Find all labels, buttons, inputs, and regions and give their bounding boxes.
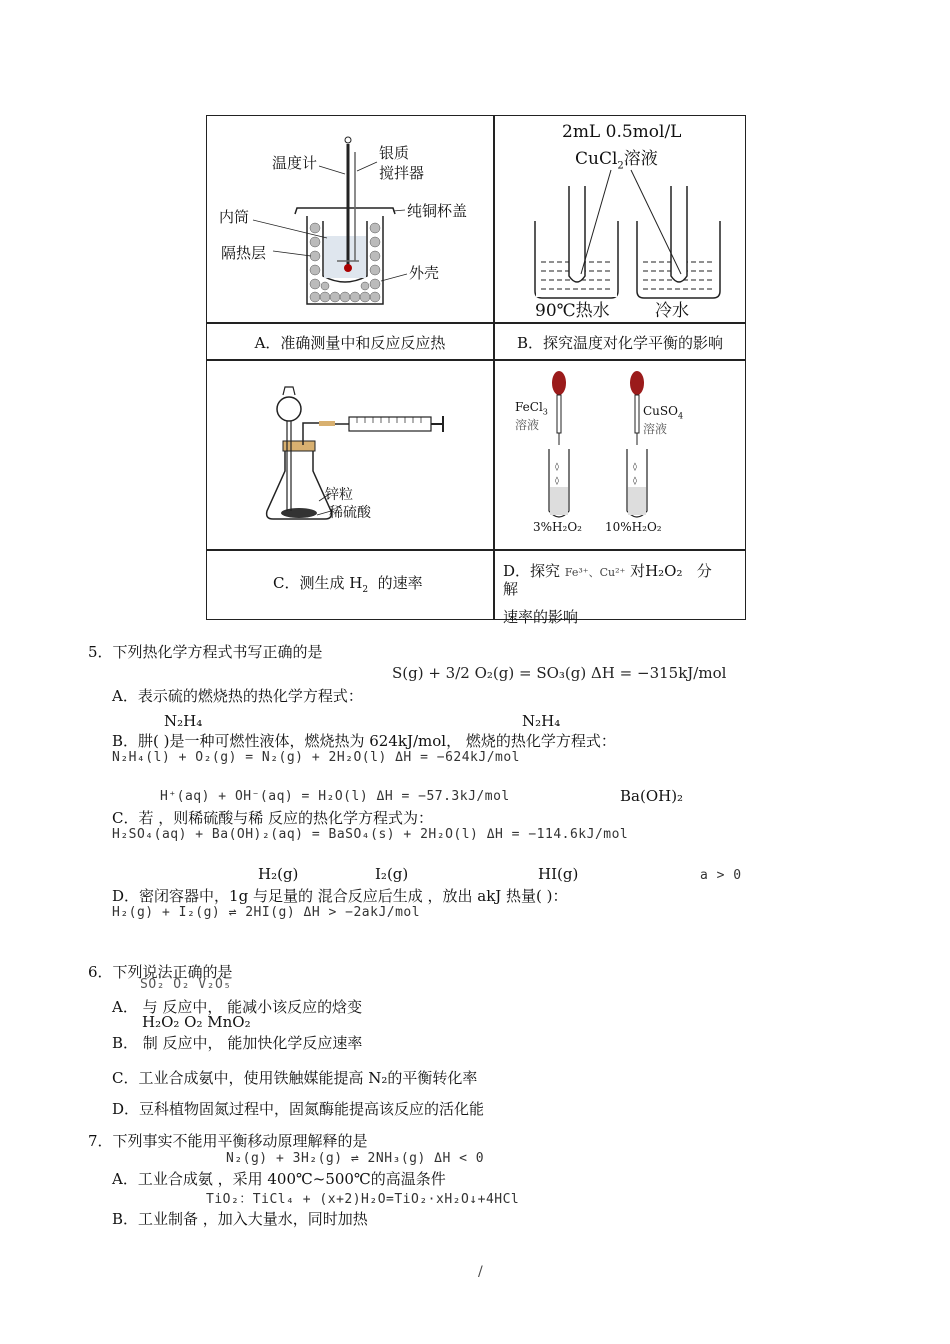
h2o2-3pct-label: 3%H₂O₂ [533,520,582,534]
q7-a-formula: N₂(g) + 3H₂(g) ⇌ 2NH₃(g) ΔH < 0 [226,1151,485,1166]
q5-d-formula-above-3: HI(g) [538,865,579,883]
shell-label: 外壳 [409,264,440,282]
q5-b-formula-above-1: N₂H₄ [164,712,203,730]
q5-c-formula-above-2: Ba(OH)₂ [620,787,684,805]
caption-d-line1: D．探究 Fe³⁺、Cu²⁺ 对H₂O₂ 分 [503,562,712,580]
q5-b-formula: N₂H₄(l) + O₂(g) = N₂(g) + 2H₂O(l) ΔH = −624kJ/mol [112,750,521,765]
h2o2-10pct-label: 10%H₂O₂ [605,520,662,534]
q6-b-text: B． 制 反应中， 能加快化学反应速率 [112,1034,363,1052]
q7-b-formula: TiO₂：TiCl₄ + (x+2)H₂O=TiO₂·xH₂O↓+4HCl [206,1192,520,1207]
q5-d-text: D．密闭容器中，1g 与足量的 混合反应后生成 ，放出 akJ 热量( )： [112,887,568,905]
cuso4-reagent-label: CuSO$_4$ [643,404,684,421]
svg-text:◊: ◊ [633,462,637,471]
grid-divider-1 [207,322,745,324]
cuso4-solution-word: 溶液 [643,422,668,436]
q5-d-formula-above-1: H₂(g) [258,865,299,883]
q5-d-formula: H₂(g) + I₂(g) ⇌ 2HI(g) ΔH > −2akJ/mol [112,905,421,920]
inner-cup-label: 内筒 [219,208,250,226]
caption-c: C．测生成 $H_2$ 的速率 [273,574,423,595]
q6-d-text: D．豆科植物固氮过程中，固氮酶能提高该反应的活化能 [112,1100,485,1118]
acid-label: 稀硫酸 [329,505,371,521]
zinc-label: 锌粒 [325,487,353,503]
fecl3-reagent-label: FeCl$_3$ [515,400,548,417]
experiment-figure-grid [206,115,746,626]
q5-d-formula-above-2: I₂(g) [375,865,409,883]
fecl3-solution-word: 溶液 [515,418,540,432]
cold-water-label: 冷水 [655,301,689,321]
cuCl2-header-line2: CuCl$_2$溶液 [575,149,658,172]
page-footer: / [478,1264,483,1280]
caption-d-line3: 速率的影响 [503,608,579,626]
lid-label: 纯铜杯盖 [407,202,468,220]
stirrer-label-line2: 搅拌器 [379,164,425,182]
q6-b-formulas: H₂O₂ O₂ MnO₂ [142,1013,251,1031]
q5-c-formula-above-1: H⁺(aq) + OH⁻(aq) = H₂O(l) ΔH = −57.3kJ/mol [160,789,510,804]
q6-stem: 6．下列说法正确的是 [88,963,233,981]
q5-b-formula-above-2: N₂H₄ [522,712,561,730]
q5-c-formula: H₂SO₄(aq) + Ba(OH)₂(aq) = BaSO₄(s) + 2H₂O(l) ΔH = −114.6kJ/mol [112,827,629,842]
q5-stem: 5．下列热化学方程式书写正确的是 [88,643,323,661]
q6-a-formulas: SO₂ O₂ V₂O₅ [140,977,232,992]
q5-b-text: B．肼( )是一种可燃性液体，燃烧热为 624kJ/mol， 燃烧的热化学方程式： [112,732,616,750]
q5-a-text: A．表示硫的燃烧热的热化学方程式： [112,687,363,705]
svg-text:◊: ◊ [555,476,559,485]
q5-d-formula-above-4: a > 0 [700,868,742,883]
thermometer-label: 温度计 [272,154,318,172]
q6-c-text: C．工业合成氨中，使用铁触媒能提高 N₂的平衡转化率 [112,1069,478,1087]
insulation-label: 隔热层 [221,244,267,262]
caption-a: A．准确测量中和反应反应热 [254,334,446,352]
hot-water-label: 90℃热水 [535,301,610,321]
q6-a-text: A． 与 反应中， 能减小该反应的焓变 [112,998,363,1016]
svg-text:◊: ◊ [555,462,559,471]
q7-a-text: A．工业合成氨 ，采用 400℃~500℃的高温条件 [112,1170,446,1188]
q5-c-text: C．若 ，则稀硫酸与稀 反应的热化学方程式为： [112,809,434,827]
q7-b-text: B．工业制备 ，加入大量水，同时加热 [112,1210,368,1228]
cuCl2-header-line1: 2mL 0.5mol/L [562,122,682,142]
grid-divider-3 [207,549,745,551]
svg-text:◊: ◊ [633,476,637,485]
q7-stem: 7．下列事实不能用平衡移动原理解释的是 [88,1132,368,1150]
stirrer-label-line1: 银质 [379,144,410,162]
caption-d-line2: 解 [503,580,519,598]
q5-a-formula: S(g) + 3/2 O₂(g) = SO₃(g) ΔH = −315kJ/mol [392,664,727,682]
caption-b: B．探究温度对化学平衡的影响 [516,334,724,352]
